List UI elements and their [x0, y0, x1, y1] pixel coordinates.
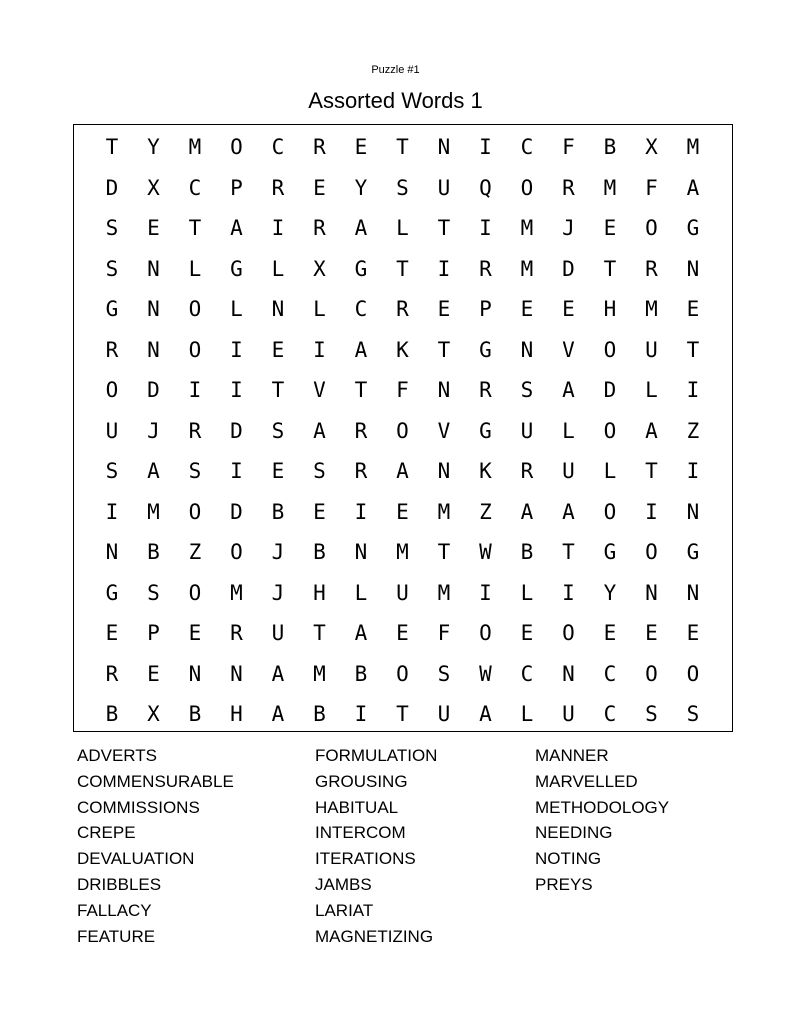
grid-cell[interactable]: D	[230, 418, 243, 443]
grid-cell[interactable]: A	[354, 337, 368, 362]
word-list-item: COMMISSIONS	[77, 797, 200, 817]
grid-cell[interactable]: U	[396, 580, 409, 605]
grid-cell[interactable]: N	[562, 661, 575, 686]
grid-cell[interactable]: P	[479, 297, 492, 321]
grid-cell[interactable]: B	[313, 702, 326, 726]
grid-cell[interactable]: R	[479, 256, 492, 281]
grid-cell[interactable]: S	[396, 175, 409, 200]
grid-cell[interactable]: O	[603, 499, 617, 524]
word-list-item: COMMENSURABLE	[77, 771, 234, 791]
grid-cell[interactable]: C	[603, 702, 617, 726]
grid-cell[interactable]: D	[105, 175, 119, 200]
grid-cell[interactable]: S	[520, 378, 534, 402]
letter-grid	[73, 124, 733, 732]
grid-cell[interactable]: A	[562, 499, 575, 524]
grid-cell[interactable]: I	[230, 337, 243, 362]
grid-cell[interactable]: M	[520, 256, 534, 281]
grid-cell[interactable]: U	[437, 702, 451, 726]
grid-cell[interactable]: A	[354, 216, 368, 240]
grid-cell[interactable]: N	[437, 459, 451, 483]
grid-cell[interactable]: I	[354, 702, 368, 726]
grid-cell[interactable]: E	[686, 621, 700, 645]
grid-cell[interactable]: E	[437, 297, 451, 321]
grid-cell[interactable]: O	[396, 418, 409, 443]
grid-cell[interactable]: B	[603, 135, 617, 159]
grid-cell[interactable]: E	[520, 297, 534, 321]
grid-cell[interactable]: N	[686, 256, 700, 281]
grid-cell[interactable]: L	[603, 459, 617, 483]
grid-cell[interactable]: O	[686, 661, 700, 686]
grid-cell[interactable]: I	[479, 580, 492, 605]
grid-cell[interactable]: B	[313, 540, 326, 564]
puzzle-title: Assorted Words 1	[308, 88, 483, 113]
grid-cell[interactable]: O	[230, 540, 243, 564]
grid-cell[interactable]: I	[562, 580, 575, 605]
grid-cell[interactable]: E	[603, 621, 617, 645]
grid-cell[interactable]: I	[479, 216, 492, 240]
grid-cell[interactable]: C	[520, 135, 534, 159]
grid-cell[interactable]: A	[147, 459, 160, 483]
grid-cell[interactable]: S	[188, 459, 202, 483]
grid-cell[interactable]: G	[479, 337, 492, 362]
grid-cell[interactable]: I	[105, 499, 119, 524]
grid-cell[interactable]: M	[188, 135, 202, 159]
grid-cell[interactable]: A	[313, 418, 326, 443]
grid-cell[interactable]: G	[603, 540, 617, 564]
word-list-item: GROUSING	[315, 771, 408, 791]
grid-cell[interactable]: A	[520, 499, 534, 524]
grid-cell[interactable]: L	[645, 378, 658, 402]
grid-cell[interactable]: A	[396, 459, 409, 483]
grid-row	[74, 132, 732, 162]
grid-row	[74, 578, 732, 608]
word-list-item: NOTING	[535, 849, 602, 869]
grid-cell[interactable]: E	[271, 337, 285, 362]
word-list-column-3	[535, 743, 669, 898]
grid-cell[interactable]: O	[562, 621, 575, 645]
grid-cell[interactable]: I	[686, 378, 700, 402]
grid-cell[interactable]: R	[230, 621, 243, 645]
grid-cell[interactable]: R	[313, 216, 326, 240]
grid-cell[interactable]: D	[603, 378, 617, 402]
grid-cell[interactable]: N	[147, 297, 160, 321]
grid-cell[interactable]: N	[437, 378, 451, 402]
grid-cell[interactable]: T	[354, 378, 368, 402]
grid-cell[interactable]: N	[686, 499, 700, 524]
word-list-item: ADVERTS	[77, 746, 157, 765]
grid-cell[interactable]: I	[230, 378, 243, 402]
grid-row	[74, 659, 732, 689]
grid-cell[interactable]: J	[562, 216, 575, 240]
word-list-item: INTERCOM	[315, 823, 406, 843]
grid-cell[interactable]: T	[437, 337, 451, 362]
grid-cell[interactable]: D	[147, 378, 160, 402]
grid-cell[interactable]: M	[437, 499, 451, 524]
grid-cell[interactable]: T	[437, 216, 451, 240]
grid-cell[interactable]: I	[437, 256, 451, 281]
word-list-item: CREPE	[77, 823, 136, 843]
grid-cell[interactable]: I	[479, 135, 492, 159]
grid-cell[interactable]: E	[396, 621, 409, 645]
word-list-item: MAGNETIZING	[315, 926, 434, 946]
grid-cell[interactable]: E	[147, 661, 160, 686]
grid-cell[interactable]: F	[437, 621, 451, 645]
grid-cell[interactable]: X	[147, 702, 160, 726]
grid-cell[interactable]: I	[313, 337, 326, 362]
grid-cell[interactable]: U	[105, 418, 119, 443]
grid-cell[interactable]: G	[686, 540, 700, 564]
grid-cell[interactable]: Z	[686, 418, 700, 443]
grid-cell[interactable]: E	[313, 175, 326, 200]
grid-cell[interactable]: C	[271, 135, 285, 159]
grid-cell[interactable]: S	[105, 216, 119, 240]
grid-cell[interactable]: L	[562, 418, 575, 443]
word-list-item: FORMULATION	[315, 746, 438, 765]
grid-cell[interactable]: A	[562, 378, 575, 402]
grid-cell[interactable]: O	[645, 216, 658, 240]
grid-cell[interactable]: L	[520, 580, 534, 605]
grid-cell[interactable]: R	[645, 256, 658, 281]
grid-cell[interactable]: M	[396, 540, 409, 564]
grid-cell[interactable]: C	[603, 661, 617, 686]
grid-cell[interactable]: N	[686, 580, 700, 605]
grid-cell[interactable]: E	[520, 621, 534, 645]
word-list-column-1	[77, 743, 234, 949]
grid-cell[interactable]: O	[188, 499, 202, 524]
grid-cell[interactable]: E	[354, 135, 368, 159]
word-list-item: MARVELLED	[535, 771, 638, 791]
grid-cell[interactable]: L	[271, 256, 285, 281]
grid-cell[interactable]: L	[520, 702, 534, 726]
grid-cell[interactable]: S	[105, 459, 119, 483]
grid-cell[interactable]: F	[645, 175, 658, 200]
grid-cell[interactable]: X	[147, 175, 160, 200]
grid-cell[interactable]: M	[147, 499, 160, 524]
grid-cell[interactable]: H	[603, 297, 617, 321]
grid-cell[interactable]: M	[645, 297, 658, 321]
grid-cell[interactable]: A	[354, 621, 368, 645]
grid-cell[interactable]: P	[147, 621, 160, 645]
word-list-item: MANNER	[535, 746, 609, 765]
grid-cell[interactable]: I	[188, 378, 202, 402]
grid-cell[interactable]: E	[686, 297, 700, 321]
grid-cell[interactable]: H	[313, 580, 326, 605]
grid-row	[74, 173, 732, 203]
grid-cell[interactable]: L	[313, 297, 326, 321]
grid-cell[interactable]: S	[645, 702, 658, 726]
grid-cell[interactable]: D	[562, 256, 575, 281]
grid-cell[interactable]: I	[354, 499, 368, 524]
grid-row	[74, 294, 732, 324]
grid-cell[interactable]: G	[354, 256, 368, 281]
grid-cell[interactable]: N	[147, 256, 160, 281]
grid-cell[interactable]: E	[147, 216, 160, 240]
grid-cell[interactable]: I	[230, 459, 243, 483]
word-list-item: DEVALUATION	[77, 849, 195, 869]
grid-cell[interactable]: R	[479, 378, 492, 402]
grid-cell[interactable]: U	[562, 459, 575, 483]
grid-cell[interactable]: C	[354, 297, 368, 321]
grid-cell[interactable]: Z	[188, 540, 202, 564]
grid-cell[interactable]: I	[271, 216, 285, 240]
grid-cell[interactable]: E	[603, 216, 617, 240]
word-list-item: FALLACY	[77, 900, 152, 920]
grid-cell[interactable]: O	[479, 621, 492, 645]
grid-cell[interactable]: X	[645, 135, 658, 159]
grid-row	[74, 416, 732, 446]
grid-cell[interactable]: B	[271, 499, 285, 524]
grid-cell[interactable]: K	[396, 337, 409, 362]
word-list-item: NEEDING	[535, 823, 613, 843]
grid-cell[interactable]: Y	[354, 175, 368, 200]
grid-cell[interactable]: A	[271, 661, 285, 686]
grid-cell[interactable]: O	[603, 337, 617, 362]
grid-cell[interactable]: R	[105, 337, 119, 362]
grid-row	[74, 618, 732, 648]
grid-cell[interactable]: U	[437, 175, 451, 200]
grid-cell[interactable]: G	[105, 580, 119, 605]
grid-cell[interactable]: E	[562, 297, 575, 321]
grid-cell[interactable]: S	[147, 580, 160, 605]
grid-row	[74, 537, 732, 567]
grid-cell[interactable]: O	[645, 661, 658, 686]
puzzle-number: Puzzle #1	[371, 64, 420, 76]
grid-cell[interactable]: T	[396, 135, 409, 159]
grid-cell[interactable]: O	[188, 337, 202, 362]
grid-cell[interactable]: Y	[603, 580, 617, 605]
grid-cell[interactable]: N	[230, 661, 243, 686]
grid-cell[interactable]: S	[271, 418, 285, 443]
grid-cell[interactable]: T	[603, 256, 617, 281]
grid-cell[interactable]: R	[354, 459, 368, 483]
grid-row	[74, 497, 732, 527]
grid-cell[interactable]: N	[188, 661, 202, 686]
grid-cell[interactable]: E	[645, 621, 658, 645]
grid-cell[interactable]: U	[271, 621, 285, 645]
grid-cell[interactable]: O	[603, 418, 617, 443]
grid-cell[interactable]: T	[396, 256, 409, 281]
grid-cell[interactable]: V	[562, 337, 575, 362]
grid-row	[74, 699, 732, 729]
grid-cell[interactable]: M	[313, 661, 326, 686]
word-list-item: FEATURE	[77, 926, 156, 946]
word-list-column-2	[315, 743, 437, 949]
grid-cell[interactable]: E	[396, 499, 409, 524]
grid-cell[interactable]: Z	[479, 499, 492, 524]
grid-cell[interactable]: R	[520, 459, 534, 483]
grid-cell[interactable]: N	[520, 337, 534, 362]
grid-cell[interactable]: E	[313, 499, 326, 524]
grid-cell[interactable]: W	[479, 540, 492, 564]
grid-cell[interactable]: S	[686, 702, 700, 726]
grid-cell[interactable]: R	[313, 135, 326, 159]
grid-cell[interactable]: A	[271, 702, 285, 726]
grid-cell[interactable]: B	[188, 702, 202, 726]
grid-cell[interactable]: N	[645, 580, 658, 605]
grid-cell[interactable]: A	[686, 175, 700, 200]
grid-cell[interactable]: T	[313, 621, 326, 645]
grid-cell[interactable]: V	[313, 378, 326, 402]
grid-cell[interactable]: M	[603, 175, 617, 200]
grid-cell[interactable]: O	[105, 378, 119, 402]
grid-cell[interactable]: B	[105, 702, 119, 726]
grid-cell[interactable]: M	[230, 580, 243, 605]
grid-cell[interactable]: T	[271, 378, 285, 402]
grid-cell[interactable]: G	[479, 418, 492, 443]
grid-cell[interactable]: U	[520, 418, 534, 443]
grid-cell[interactable]: G	[230, 256, 243, 281]
grid-cell[interactable]: T	[105, 135, 119, 159]
grid-cell[interactable]: B	[147, 540, 160, 564]
grid-cell[interactable]: I	[686, 459, 700, 483]
grid-cell[interactable]: O	[396, 661, 409, 686]
grid-cell[interactable]: Y	[147, 135, 160, 159]
grid-cell[interactable]: A	[230, 216, 243, 240]
grid-cell[interactable]: O	[230, 135, 243, 159]
grid-cell[interactable]: L	[396, 216, 409, 240]
grid-cell[interactable]: O	[188, 297, 202, 321]
grid-cell[interactable]: M	[437, 580, 451, 605]
grid-cell[interactable]: V	[437, 418, 451, 443]
grid-cell[interactable]: C	[188, 175, 202, 200]
grid-cell[interactable]: F	[562, 135, 575, 159]
grid-cell[interactable]: P	[230, 175, 243, 200]
grid-cell[interactable]: E	[271, 459, 285, 483]
word-list-item: HABITUAL	[315, 797, 399, 817]
grid-cell[interactable]: O	[520, 175, 534, 200]
grid-cell[interactable]: O	[188, 580, 202, 605]
grid-cell[interactable]: T	[686, 337, 700, 362]
grid-cell[interactable]: G	[105, 297, 119, 321]
grid-cell[interactable]: M	[686, 135, 700, 159]
grid-cell[interactable]: J	[271, 540, 285, 564]
grid-cell[interactable]: M	[520, 216, 534, 240]
grid-cell[interactable]: K	[479, 459, 492, 483]
grid-cell[interactable]: Q	[479, 175, 492, 200]
grid-cell[interactable]: L	[230, 297, 243, 321]
word-list-item: LARIAT	[315, 900, 374, 920]
grid-row	[74, 335, 732, 365]
word-list-item: METHODOLOGY	[535, 797, 670, 817]
grid-cell[interactable]: D	[230, 499, 243, 524]
word-list	[0, 743, 791, 963]
grid-cell[interactable]: E	[105, 621, 119, 645]
word-list-item: DRIBBLES	[77, 874, 162, 894]
grid-cell[interactable]: R	[562, 175, 575, 200]
grid-cell[interactable]: R	[354, 418, 368, 443]
grid-cell[interactable]: A	[479, 702, 492, 726]
grid-cell[interactable]: T	[188, 216, 202, 240]
grid-cell[interactable]: F	[396, 378, 409, 402]
grid-cell[interactable]: H	[230, 702, 243, 726]
grid-row	[74, 375, 732, 405]
grid-cell[interactable]: N	[105, 540, 119, 564]
grid-cell[interactable]: T	[562, 540, 575, 564]
grid-cell[interactable]: L	[354, 580, 368, 605]
grid-cell[interactable]: S	[313, 459, 326, 483]
grid-row	[74, 254, 732, 284]
grid-cell[interactable]: T	[645, 459, 658, 483]
grid-cell[interactable]: J	[147, 418, 160, 443]
grid-cell[interactable]: T	[437, 540, 451, 564]
grid-cell[interactable]: X	[313, 256, 326, 281]
grid-cell[interactable]: R	[105, 661, 119, 686]
grid-cell[interactable]: B	[354, 661, 368, 686]
word-list-item: PREYS	[535, 874, 593, 894]
grid-cell[interactable]: T	[396, 702, 409, 726]
word-list-item: ITERATIONS	[315, 849, 416, 869]
grid-cell[interactable]: R	[271, 175, 285, 200]
grid-cell[interactable]: E	[188, 621, 202, 645]
grid-cell[interactable]: B	[520, 540, 534, 564]
grid-cell[interactable]: N	[271, 297, 285, 321]
grid-cell[interactable]: S	[105, 256, 119, 281]
grid-cell[interactable]: N	[354, 540, 368, 564]
grid-cell[interactable]: G	[686, 216, 700, 240]
grid-cell[interactable]: O	[645, 540, 658, 564]
grid-row	[74, 213, 732, 243]
grid-cell[interactable]: S	[437, 661, 451, 686]
word-list-item: JAMBS	[315, 874, 372, 894]
grid-cell[interactable]: R	[396, 297, 409, 321]
grid-cell[interactable]: L	[188, 256, 202, 281]
grid-cell[interactable]: N	[437, 135, 451, 159]
grid-cell[interactable]: I	[645, 499, 658, 524]
grid-row	[74, 456, 732, 486]
grid-cell[interactable]: J	[271, 580, 285, 605]
grid-cell[interactable]: U	[562, 702, 575, 726]
grid-cell[interactable]: W	[479, 661, 492, 686]
grid-cell[interactable]: A	[645, 418, 658, 443]
grid-cell[interactable]: U	[645, 337, 658, 362]
grid-cell[interactable]: N	[147, 337, 160, 362]
grid-cell[interactable]: R	[188, 418, 202, 443]
grid-cell[interactable]: C	[520, 661, 534, 686]
